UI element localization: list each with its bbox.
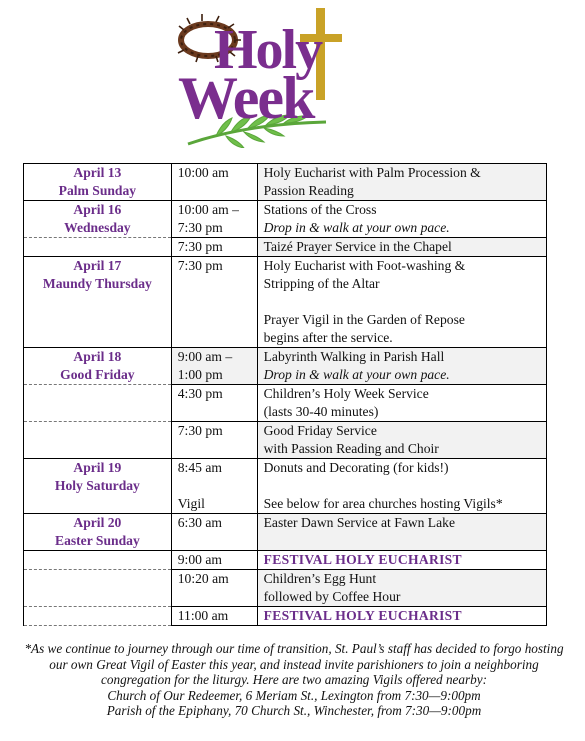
table-row (24, 459, 547, 514)
table-row (24, 164, 547, 201)
event-text: Good Friday Service (263, 423, 377, 438)
time-cell: 7:30 pm (171, 257, 257, 348)
table-row (24, 551, 547, 570)
date-cell-empty (24, 422, 172, 459)
day-label: Maundy Thursday (42, 276, 152, 291)
day-label: Good Friday (60, 367, 135, 382)
date-label: April 18 (73, 349, 122, 364)
date-cell (24, 348, 172, 385)
holy-week-schedule-table (23, 163, 547, 626)
time-cell: 4:30 pm (171, 385, 257, 422)
event-cell-festival: FESTIVAL HOLY EUCHARIST (257, 551, 546, 570)
date-cell-empty (24, 551, 172, 570)
event-text: followed by Coffee Hour (263, 589, 401, 604)
footnote-line: Parish of the Epiphany, 70 Church St., Winchester, from 7:30—9:00pm (106, 703, 482, 718)
time-text: 1:00 pm (177, 367, 223, 382)
event-text: Donuts and Decorating (for kids!) (263, 460, 449, 475)
day-label: Easter Sunday (55, 533, 140, 548)
event-text: Passion Reading (263, 183, 354, 198)
event-text: Holy Eucharist with Palm Procession & (263, 165, 481, 180)
date-cell (24, 201, 172, 238)
date-label: April 19 (73, 460, 122, 475)
time-cell: 9:00 am (171, 551, 257, 570)
time-text: 7:30 pm (177, 220, 223, 235)
event-note: Drop in & walk at your own pace. (263, 220, 450, 235)
event-cell: Taizé Prayer Service in the Chapel (257, 238, 546, 257)
logo-word-holy: Holy (214, 19, 322, 81)
time-cell: 6:30 am (171, 514, 257, 551)
event-text: See below for area churches hosting Vigils* (263, 496, 503, 511)
table-row (24, 238, 547, 257)
date-label: April 20 (73, 515, 122, 530)
logo-word-week: Week (178, 65, 314, 131)
footnote-line: congregation for the liturgy. Here are two amazing Vigils offered nearby: (101, 672, 487, 687)
footnote-line: our own Great Vigil of Easter this year, and instead invite parishioners to join a neighboring (49, 656, 539, 672)
time-cell: 11:00 am (171, 607, 257, 626)
table-row (24, 607, 547, 626)
event-cell (257, 570, 546, 607)
event-cell (257, 385, 546, 422)
date-cell (24, 514, 172, 551)
event-text: Children’s Egg Hunt (263, 571, 377, 586)
vigil-footnote (20, 641, 568, 719)
table-row (24, 385, 547, 422)
table-row (24, 348, 547, 385)
date-cell (24, 257, 172, 348)
event-note: Drop in & walk at your own pace. (263, 367, 450, 382)
event-cell (257, 164, 546, 201)
footnote-line: *As we continue to journey through our time of transition, St. Paul’s staff has decided to forgo hosting (24, 641, 564, 656)
table-row (24, 257, 547, 348)
day-label: Palm Sunday (58, 183, 137, 198)
time-cell (171, 459, 257, 514)
time-text: 9:00 am – (177, 349, 233, 364)
date-cell-empty (24, 385, 172, 422)
event-text: (lasts 30-40 minutes) (263, 404, 379, 419)
event-text: Prayer Vigil in the Garden of Repose (263, 312, 465, 327)
time-cell: 10:20 am (171, 570, 257, 607)
time-cell: 7:30 pm (171, 422, 257, 459)
event-cell (257, 257, 546, 348)
event-text: Labyrinth Walking in Parish Hall (263, 349, 445, 364)
date-label: April 17 (73, 258, 122, 273)
time-cell (171, 201, 257, 238)
event-text: Stripping of the Altar (263, 276, 380, 291)
date-cell (24, 164, 172, 201)
time-cell: 7:30 pm (171, 238, 257, 257)
event-cell (257, 459, 546, 514)
event-cell: Easter Dawn Service at Fawn Lake (257, 514, 546, 551)
event-text: with Passion Reading and Choir (263, 441, 439, 456)
event-text: Stations of the Cross (263, 202, 377, 217)
table-row (24, 422, 547, 459)
time-cell: 10:00 am (171, 164, 257, 201)
table-row (24, 570, 547, 607)
time-text: Vigil (177, 496, 205, 511)
table-row (24, 201, 547, 238)
day-label: Holy Saturday (54, 478, 140, 493)
table-row (24, 514, 547, 551)
date-label: April 16 (73, 202, 122, 217)
day-label: Wednesday (64, 220, 131, 235)
date-cell-empty (24, 238, 172, 257)
event-cell (257, 201, 546, 238)
date-cell-empty (24, 570, 172, 607)
time-text: 10:00 am – (177, 202, 239, 217)
footnote-line: Church of Our Redeemer, 6 Meriam St., Lexington from 7:30—9:00pm (107, 687, 481, 703)
event-text: Children’s Holy Week Service (263, 386, 429, 401)
event-text: Holy Eucharist with Foot-washing & (263, 258, 466, 273)
time-text: 8:45 am (177, 460, 222, 475)
event-text: begins after the service. (263, 330, 393, 345)
date-label: April 13 (73, 165, 122, 180)
event-cell (257, 348, 546, 385)
date-cell (24, 459, 172, 514)
time-cell (171, 348, 257, 385)
date-cell-empty (24, 607, 172, 626)
event-cell (257, 422, 546, 459)
event-cell-festival: FESTIVAL HOLY EUCHARIST (257, 607, 546, 626)
